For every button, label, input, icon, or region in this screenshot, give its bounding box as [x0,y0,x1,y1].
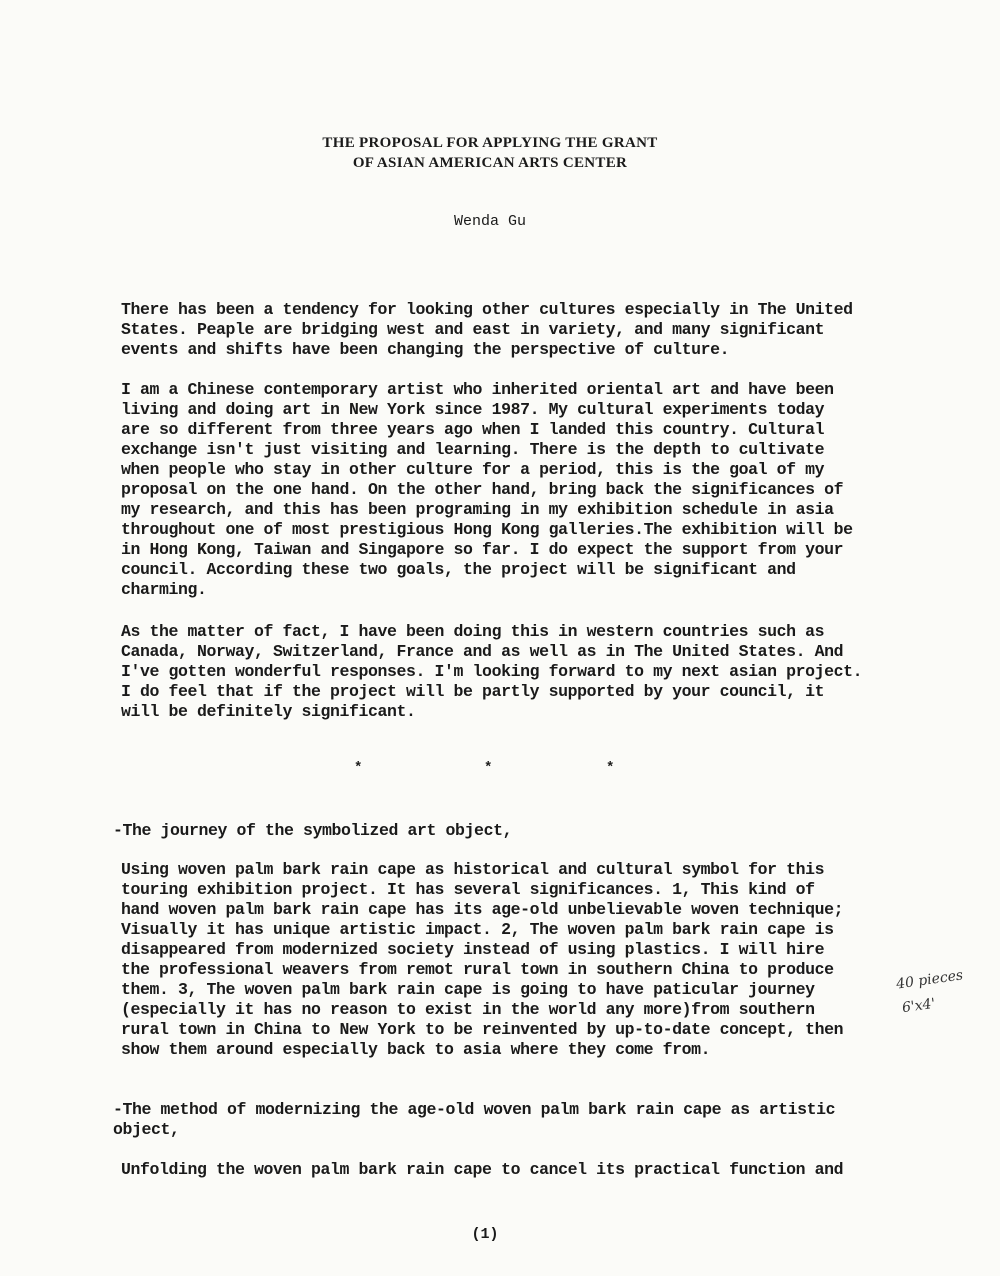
paragraph-3: As the matter of fact, I have been doing this in western countries such as Canada, Norway, Switzerland, France and as well as in The United States. And I've gotten wonderful responses. I'm looking forward to my next asian project. I do feel that if the project will be partly supported by your council, it will be definitely significant. [121,622,863,721]
handwritten-note-line-2: 6'x4' [901,995,937,1017]
section-1-heading: -The journey of the symbolized art object, [113,821,513,840]
author-name: Wenda Gu [453,213,526,230]
paragraph-1: There has been a tendency for looking other cultures especially in The United States. Peaple are bridging west and east in variety, and many significant events and shifts have been changing the perspective of culture. [121,300,853,359]
section-separator [0,760,1000,780]
section-2-body: Unfolding the woven palm bark rain cape to cancel its practical function and [121,1160,844,1179]
title-line-2: OF ASIAN AMERICAN ARTS CENTER [352,155,628,171]
separator-star: * [484,760,493,776]
section-2-heading: -The method of modernizing the age-old woven palm bark rain cape as artistic object, [113,1100,836,1139]
separator-star: * [354,760,363,776]
handwritten-note-line-1: 40 pieces [895,967,965,993]
paragraph-2: I am a Chinese contemporary artist who inherited oriental art and have been living and doing art in New York since 1987. My cultural experiments today are so different from three years ago when I landed this country. Cultural exchange isn't just visiting and learning. There is the depth to cultivate when people who stay in other culture for a period, this is the goal of my proposal on the one hand. On the other hand, bring back the significances of my research, and this has been programing in my exhibition schedule in asia throughout one of most prestigious Hong Kong galleries.The exhibition will be in Hong Kong, Taiwan and Singapore so far. I do expect the support from your council. According these two goals, the project will be significant and charming. [121,380,853,599]
document-title [300,133,680,173]
page-number: (1) [471,1226,499,1243]
title-line-1: THE PROPOSAL FOR APPLYING THE GRANT [322,135,658,151]
separator-star: * [606,760,615,776]
section-1-body: Using woven palm bark rain cape as historical and cultural symbol for this touring exhibition project. It has several significances. 1, This kind of hand woven palm bark rain cape has its age-old unbelievable woven technique; Visually it has unique artistic impact. 2, The woven palm bark rain cape is disappeared from modernized society instead of using plastics. I will hire the professional weavers from remot rural town in southern China to produce them. 3, The woven palm bark rain cape is going to have paticular journey (especially it has no reason to exist in the world any more)from southern rural town in China to New York to be reinvented by up-to-date concept, then show them around especially back to asia where they come from. [121,860,844,1059]
